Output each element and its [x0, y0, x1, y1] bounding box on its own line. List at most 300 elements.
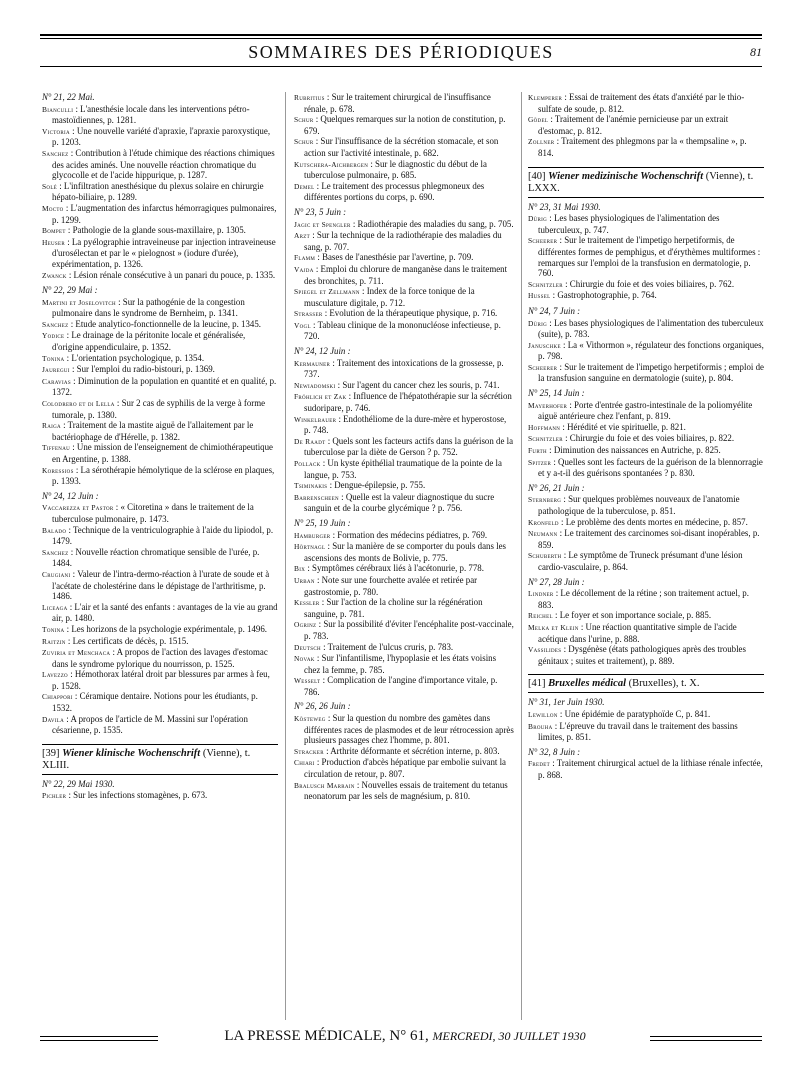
article-entry [528, 550, 764, 572]
article-title: : Sur l'agent du cancer chez les souris, p. 741. [337, 379, 500, 390]
article-author: Kessler [294, 598, 320, 608]
article-author: Schuberth [528, 551, 562, 561]
article-title: : L'infiltration anesthésique du plexus solaire en chirurgie hépato-biliaire, p. 1289. [52, 180, 264, 203]
article-author: Vogl [294, 320, 311, 330]
article-entry [528, 644, 764, 666]
article-author: Vajda [294, 264, 314, 274]
article-title: : Diminution de la population en quantité et en qualité, p. 1372. [52, 375, 277, 398]
article-title: : Quels sont les facteurs actifs dans la guérison de la tuberculose par la diète de Gerson ? p. 752. [304, 435, 514, 458]
header-rule-bottom [40, 66, 762, 67]
article-entry [294, 675, 514, 697]
article-entry [294, 181, 514, 203]
footer-number: N° 61, [389, 1028, 429, 1044]
article-title: : Une réaction quantitative simple de l'acide acétique dans l'urine, p. 888. [538, 621, 737, 644]
article-title: : Quelques remarques sur la notion de constitution, p. 679. [304, 114, 506, 136]
article-entry [294, 458, 514, 480]
article-author: Mocto [42, 203, 64, 213]
article-author: Scheerer [528, 236, 558, 246]
article-title: : A propos de l'article de M. Massini sur l'opération césarienne, p. 1535. [52, 713, 248, 736]
issue-date-heading: N° 25, 14 Juin : [528, 388, 585, 399]
article-title: : L'anesthésie locale dans les interventions pétro-mastoïdiennes, p. 1281. [52, 103, 250, 126]
article-entry [42, 420, 278, 442]
article-entry [294, 92, 514, 114]
article-title: : Index de la force tonique de la musculature digitale, p. 712. [304, 286, 475, 308]
article-entry [528, 92, 764, 114]
footer-text [162, 1028, 648, 1045]
article-entry [294, 391, 514, 413]
article-author: Solé [42, 181, 58, 191]
journal-number: [39] [42, 747, 60, 759]
article-entry [42, 126, 278, 148]
issue-date-heading: N° 27, 28 Juin : [528, 576, 585, 587]
article-title: : Traitement des phlegmons par la « thempsaline », p. 814. [538, 136, 747, 158]
issue-date-heading: N° 26, 21 Juin : [528, 482, 585, 493]
article-entry [294, 597, 514, 619]
article-author: Sanchez [42, 319, 69, 329]
article-entry [294, 653, 514, 675]
article-title: : Sur la manière de se comporter du pouls dans les ascensions des monts de Bolivie, p. 775. [304, 541, 506, 563]
article-title: : « Citoretina » dans le traitement de la tuberculose pulmonaire, p. 1473. [52, 502, 254, 524]
article-title: : Les bases physiologiques de l'alimentation des tuberculeux (suite), p. 783. [538, 317, 764, 340]
article-author: Bianculli [42, 104, 74, 114]
page-number: 81 [750, 45, 762, 59]
article-title: : Radiothérapie des maladies du sang, p. 705. [352, 218, 514, 229]
article-title: : L'épreuve du travail dans le traitement des bassins limites, p. 851. [538, 720, 738, 743]
article-title: : Sur le traitement de l'impetigo herpetiformis ; emploi de la transfusion sanguine en dermatologie (suite), p. 804. [538, 361, 764, 384]
page-header [40, 34, 762, 64]
journal-title [528, 171, 764, 195]
article-entry [528, 721, 764, 743]
article-author: Yodice [42, 331, 65, 341]
journal-number: [41] [528, 678, 546, 690]
article-title: : Complication de l'angine d'importance vitale, p. 786. [304, 675, 498, 697]
article-title: : Les bases physiologiques de l'alimentation des tuberculeux, p. 747. [538, 213, 720, 235]
article-author: Jagic et Spengler [294, 219, 351, 229]
article-title: : Technique de la ventriculographie à l'aide du lipiodol, p. 1479. [52, 524, 274, 547]
journal-name: Wiener klinische Wochenschrift [62, 747, 201, 759]
issue-date-heading: N° 23, 5 Juin : [294, 206, 347, 217]
article-title: : Lésion rénale consécutive à un panari du pouce, p. 1335. [68, 269, 276, 280]
article-entry [528, 457, 764, 479]
article-author: Zollner [528, 137, 555, 147]
article-entry [528, 528, 764, 550]
article-title: : Porte d'entrée gastro-intestinale de la poliomyélite aiguë antérieure chez l'enfant, p. 819. [538, 399, 753, 422]
article-entry [294, 230, 514, 252]
article-author: Lindner [528, 589, 554, 599]
article-author: Vassilides [528, 645, 562, 655]
article-entry [294, 619, 514, 641]
article-title: : Sur le traitement chirurgical de l'insuffisance rénale, p. 678. [304, 92, 491, 114]
header-rule-inner [40, 38, 762, 39]
article-author: Jauregui [42, 365, 70, 375]
article-author: Rubritius [294, 93, 325, 102]
article-author: Furth [528, 446, 547, 456]
article-entry [528, 400, 764, 422]
article-entry [528, 318, 764, 340]
article-title: : Valeur de l'intra-dermo-réaction à l'urate de soude et à l'acétate de cholestérine dans le dépistage de l'arthritisme, p. 1486. [52, 568, 270, 602]
article-title: : Formation des médecins pédiatres, p. 769. [332, 529, 488, 540]
article-author: Januschke [528, 340, 561, 350]
article-author: Koressios [42, 465, 74, 475]
article-title: : Traitement de l'ulcus cruris, p. 783. [323, 641, 454, 652]
article-author: Chiappori [42, 692, 73, 702]
article-author: Crugiani [42, 569, 71, 579]
article-title: : Traitement de l'anémie pernicieuse par un extrait d'estomac, p. 812. [538, 114, 729, 136]
article-author: De Raadt [294, 436, 326, 446]
journal-heading [42, 744, 278, 775]
journal-title [42, 748, 278, 772]
article-entry [294, 286, 514, 308]
article-title: : Sur l'action de la choline sur la régénération sanguine, p. 781. [304, 597, 483, 619]
article-entry [294, 252, 514, 264]
issue-date-heading: N° 21, 22 Mai. [42, 92, 95, 102]
article-title: : Diminution des naissances en Autriche, p. 825. [549, 445, 721, 456]
page-footer [40, 1028, 762, 1054]
article-author: Schur [294, 115, 314, 125]
article-author: Colodrero et di Lella [42, 399, 115, 409]
article-title: : Evolution de la thérapeutique physique, p. 716. [324, 308, 498, 319]
article-entry [294, 757, 514, 779]
article-author: Barrenscheen [294, 492, 339, 502]
article-title: : Une épidémie de paratyphoïde C, p. 841. [559, 708, 711, 719]
article-author: Flamm [294, 253, 316, 263]
article-entry [528, 290, 764, 302]
article-author: Wesselt [294, 676, 321, 686]
article-entry [528, 517, 764, 529]
article-author: Ogrinz [294, 620, 317, 630]
article-title: : Traitement de la mastite aiguë de l'allaitement par le bactériophage de d'Hérelle, p. 1382. [52, 420, 254, 442]
article-title: : Chirurgie du foie et des voies biliaires, p. 822. [565, 433, 735, 444]
article-title: : Tableau clinique de la mononucléose infectieuse, p. 720. [304, 319, 501, 342]
article-entry [528, 279, 764, 291]
article-entry [294, 541, 514, 563]
article-author: Spitzer [528, 457, 552, 467]
article-entry [42, 691, 278, 713]
article-entry [294, 380, 514, 392]
article-author: Dürig [528, 318, 548, 328]
article-title: : Sur la possibilité d'éviter l'encéphalite post-vaccinale, p. 783. [304, 619, 514, 641]
article-title: : Dengue-épilepsie, p. 755. [329, 480, 426, 491]
article-title: : Le problème des dents mortes en médecine, p. 857. [561, 516, 748, 527]
article-author: Balado [42, 525, 67, 535]
article-author: Melka et Klein [528, 622, 579, 632]
article-entry [42, 376, 278, 398]
article-entry [42, 714, 278, 736]
issue-date-heading: N° 24, 12 Juin : [42, 490, 99, 501]
article-author: Vaccarezza et Pastor [42, 503, 114, 513]
issue-date-heading: N° 24, 7 Juin : [528, 305, 581, 316]
article-entry [42, 364, 278, 376]
article-author: Klemperer [528, 93, 563, 102]
journal-name: Wiener medizinische Wochenschrift [548, 170, 704, 182]
article-entry [528, 340, 764, 362]
article-author: Lewillon [528, 709, 558, 719]
article-entry [528, 362, 764, 384]
article-title: : Une mission de l'enseignement de chimiothérapeutique en Argentine, p. 1388. [52, 442, 273, 464]
article-entry [294, 264, 514, 286]
article-entry [42, 624, 278, 636]
article-title: : Gastrophotographie, p. 764. [552, 290, 657, 301]
article-entry [528, 622, 764, 644]
article-entry [42, 602, 278, 624]
article-author: Gödel [528, 115, 549, 125]
journal-place: (Vienne), t. XLIII. [42, 747, 251, 771]
article-entry [42, 647, 278, 669]
article-entry [42, 319, 278, 331]
article-entry [294, 320, 514, 342]
article-entry [42, 669, 278, 691]
article-entry [42, 465, 278, 487]
article-entry [42, 353, 278, 365]
article-entry [528, 433, 764, 445]
article-title: : Arthrite déformante et sécrétion interne, p. 803. [326, 745, 500, 756]
journal-title [528, 678, 764, 690]
article-author: Neumann [528, 529, 558, 539]
article-title: : Traitement chirurgical actuel de la lithiase rénale infectée, p. 868. [538, 758, 763, 780]
article-author: Hörtnagl [294, 542, 326, 552]
column-divider [285, 92, 286, 1020]
article-author: Tonina [42, 353, 65, 363]
article-title: : Sur 2 cas de syphilis de la verge à forme tumorale, p. 1380. [52, 398, 266, 420]
article-entry [294, 436, 514, 458]
article-title: : Le symptôme de Truneck présumant d'une lésion cardio-vasculaire, p. 864. [538, 550, 743, 572]
article-author: Tonina [42, 624, 65, 634]
article-entry [528, 235, 764, 278]
article-title: : Le foyer et son importance sociale, p. 885. [555, 610, 712, 621]
article-title: : Note sur une fourchette avalée et retirée par gastrostomie, p. 780. [304, 574, 478, 597]
article-title: : Sur quelques problèmes nouveaux de l'anatomie pathologique de la tuberculose, p. 851. [538, 494, 740, 516]
article-entry [528, 422, 764, 434]
article-title: : Une nouvelle variété d'apraxie, l'apraxie paroxystique, p. 1203. [52, 125, 271, 148]
article-author: Newiadomski [294, 380, 336, 390]
article-author: Stracker [294, 746, 324, 756]
article-author: Bompet [42, 226, 66, 236]
article-author: Kronfeld [528, 517, 559, 527]
article-entry [42, 569, 278, 602]
article-author: Liceaga [42, 602, 68, 612]
article-title: : Les horizons de la psychologie expérimentale, p. 1496. [66, 623, 268, 634]
footer-rule-left [40, 1036, 158, 1041]
article-title: : Contribution à l'étude chimique des réactions chimiques des acides aminés. Une nouvelle réaction chromatique du glycocolle et de l'acide hippurique, p. 1287. [52, 147, 275, 181]
article-title: : A propos de l'action des lavages d'estomac dans le syndrome pylorique du nourrisson, p. 1525. [52, 647, 268, 669]
article-author: Martini et Joselovitch [42, 297, 116, 307]
article-entry [528, 709, 764, 721]
article-title: : La « Vithormon », régulateur des fonctions organiques, p. 798. [538, 339, 764, 362]
article-author: Sanchez [42, 547, 69, 557]
article-title: : Quelle est la valeur diagnostique du sucre sanguin et de la courbe glycémique ? p. 756. [304, 491, 495, 514]
article-title: : Symptômes cérébraux liés à l'acétonurie, p. 778. [307, 563, 484, 574]
article-title: : Nouvelles essais de traitement du tetanus neonatorum par les sels de magnésium, p. 810. [304, 779, 508, 802]
article-author: Davila [42, 714, 65, 724]
article-author: Bralusch Marrain [294, 780, 355, 790]
article-title: : Essai de traitement des états d'anxiété par le thio-sulfate de soude, p. 812. [538, 92, 745, 114]
article-author: Mayerhofer [528, 400, 568, 410]
article-entry [294, 308, 514, 320]
article-title: : L'air et la santé des enfants : avantages de la vie au grand air, p. 1480. [52, 601, 278, 624]
article-author: Kutschera-Aichbergen [294, 159, 369, 169]
article-author: Fredet [528, 759, 551, 769]
article-entry [528, 114, 764, 136]
article-title: : Traitement des intoxications de la grossesse, p. 737. [304, 357, 504, 380]
article-title: : Sur la question du nombre des gamètes dans différentes races de plasmodes et de leur rétrocession après plusieurs passages chez l'homme, p. 801. [304, 713, 514, 746]
article-entry [294, 480, 514, 492]
article-entry [294, 219, 514, 231]
article-title: : Les certificats de décès, p. 1515. [67, 635, 189, 646]
article-author: Deutsch [294, 642, 321, 652]
article-entry [294, 136, 514, 158]
article-author: Pichler [42, 791, 67, 801]
footer-date: MERCREDI, 30 JUILLET 1930 [432, 1029, 586, 1043]
article-author: Arzt [294, 231, 310, 241]
article-author: Schur [294, 137, 314, 147]
article-entry [42, 502, 278, 524]
article-author: Demel [294, 181, 315, 191]
column-1 [42, 92, 278, 802]
article-title: : La sérothérapie hémolytique de la sclérose en plaques, p. 1393. [52, 464, 275, 487]
article-entry [42, 398, 278, 420]
journal-place: (Vienne), t. LXXX. [528, 170, 754, 194]
article-entry [528, 445, 764, 457]
article-entry [294, 159, 514, 181]
article-title: : Sur le diagnostic du début de la tuberculose pulmonaire, p. 685. [304, 158, 487, 181]
article-entry [42, 636, 278, 648]
article-title: : Sur l'insuffisance de la sécrétion stomacale, et son action sur l'activité intestinale, p. 682. [304, 136, 499, 158]
article-author: Winkelbauer [294, 414, 337, 424]
article-author: Novak [294, 654, 315, 664]
column-3 [528, 92, 764, 780]
article-author: Kermauner [294, 358, 331, 368]
article-title: : Sur les infections stomagènes, p. 673. [68, 790, 208, 801]
article-entry [528, 588, 764, 610]
article-title: : Influence de l'hépatothérapie sur la sécrétion sudoripare, p. 746. [304, 391, 512, 414]
article-entry [294, 492, 514, 514]
article-title: : Hémothorax latéral droit par blessures par armes à feu, p. 1528. [52, 669, 270, 691]
article-entry [294, 414, 514, 436]
article-title: : Sur le traitement de l'impetigo herpetiformis, de différentes formes de pemphigus, et d'érythèmes multiformes : remarques sur l'emploi de la transfusion en dermatologie, p. 760. [538, 235, 761, 279]
article-author: Urban [294, 575, 315, 585]
article-title: : Céramique dentaire. Notions pour les étudiants, p. 1532. [52, 691, 258, 714]
journal-name: Bruxelles médical [548, 678, 626, 690]
issue-date-heading: N° 22, 29 Mai 1930. [42, 778, 115, 789]
article-title: : Sur l'infantilisme, l'hypoplasie et les états voisins chez la femme, p. 785. [304, 653, 497, 675]
article-author: Heuser [42, 237, 65, 247]
article-entry [294, 575, 514, 597]
article-title: : Production d'abcès hépatique par embolie suivant la circulation de retour, p. 807. [304, 757, 506, 780]
article-author: Dürig [528, 214, 548, 224]
article-entry [528, 494, 764, 516]
article-title: : Le traitement des carcinomes soi-disant inopérables, p. 859. [538, 528, 760, 550]
footer-rule-right [650, 1036, 762, 1041]
article-author: Hoffmann [528, 422, 561, 432]
article-author: Caravias [42, 376, 71, 386]
article-title: : La pyélographie intraveineuse par injection intraveineuse d'urosélectan et par le « pielognost » (iodure d'urée), expérimentation, p. 1326. [52, 236, 276, 269]
issue-date-heading: N° 24, 12 Juin : [294, 346, 351, 357]
article-author: Scheerer [528, 362, 558, 372]
article-author: Lavezzo [42, 670, 68, 680]
article-author: Raiga [42, 421, 61, 431]
article-title: : Etude analytico-fonctionnelle de la leucine, p. 1345. [70, 318, 261, 329]
article-author: Reichel [528, 611, 553, 621]
article-author: Chiari [294, 758, 315, 768]
article-title: : Un kyste épithélial traumatique de la pointe de la langue, p. 753. [304, 458, 502, 480]
article-entry [294, 530, 514, 542]
article-title: : Le traitement des processus phlegmoneux des différentes portions du corps, p. 690. [304, 180, 485, 203]
article-author: Fröhlich et Zak [294, 392, 347, 402]
journal-number: [40] [528, 170, 546, 182]
issue-date-heading: N° 26, 26 Juin : [294, 701, 351, 712]
footer-journal: LA PRESSE MÉDICALE, [224, 1028, 386, 1044]
column-divider [521, 92, 522, 1020]
article-entry [42, 790, 278, 802]
article-author: Raitzin [42, 636, 66, 646]
article-author: Schnitzler [528, 434, 563, 444]
article-author: Zuviria et Menchaca [42, 648, 111, 658]
article-entry [42, 270, 278, 282]
issue-date-heading: N° 23, 31 Mai 1930. [528, 201, 601, 212]
article-title: : Bases de l'anesthésie par l'avertine, p. 709. [317, 252, 474, 263]
article-entry [42, 297, 278, 319]
article-entry [42, 442, 278, 464]
article-entry [42, 525, 278, 547]
article-entry [294, 358, 514, 380]
issue-date-heading: N° 25, 19 Juin : [294, 517, 351, 528]
article-author: Spiegel et Zellmann [294, 287, 360, 297]
article-author: Sternberg [528, 495, 562, 505]
article-author: Victoria [42, 126, 70, 136]
article-entry [528, 136, 764, 158]
article-entry [294, 114, 514, 136]
journal-place: (Bruxelles), t. X. [628, 678, 700, 690]
article-author: Hussel [528, 291, 551, 301]
article-entry [528, 213, 764, 235]
article-author: Pollack [294, 459, 321, 468]
article-author: Tiffenau [42, 443, 71, 453]
article-entry [42, 225, 278, 237]
article-author: Strasser [294, 309, 323, 319]
article-entry [42, 237, 278, 270]
article-entry [42, 181, 278, 203]
article-entry [42, 104, 278, 126]
article-title: : Sur la technique de la radiothérapie des maladies du sang, p. 707. [304, 230, 502, 252]
issue-date-heading: N° 22, 29 Mai : [42, 285, 98, 296]
article-entry [294, 780, 514, 802]
article-entry [294, 746, 514, 758]
article-author: Hamburger [294, 530, 331, 540]
article-author: Kösteweg [294, 714, 326, 724]
article-title: : Nouvelle réaction chromatique sensible de l'urée, p. 1484. [52, 546, 260, 569]
article-title: : Pathologie de la glande sous-maxillaire, p. 1305. [67, 225, 246, 236]
article-entry [294, 642, 514, 654]
article-title: : Quelles sont les facteurs de la guérison de la blennorragie et y a-t-il des guérisons spontanées ? p. 830. [538, 456, 763, 479]
journal-heading [528, 167, 764, 198]
article-title: : Sur l'emploi du radio-bistouri, p. 1369. [72, 364, 215, 375]
article-entry [42, 148, 278, 181]
article-title: : Dysgénèse (états pathologiques après des troubles génitaux ; suites et traitement), p. 889. [538, 644, 746, 666]
article-title: : Emploi du chlorure de manganèse dans le traitement des bronchites, p. 711. [304, 263, 508, 286]
article-entry [42, 203, 278, 225]
article-title: : L'orientation psychologique, p. 1354. [66, 352, 205, 363]
article-entry [294, 713, 514, 746]
page-title: SOMMAIRES DES PÉRIODIQUES [248, 42, 554, 62]
article-title: : Sur la pathogénie de la congestion pulmonaire dans le syndrome de Bernheim, p. 1341. [52, 296, 245, 319]
column-2 [294, 92, 514, 802]
article-title: : Chirurgie du foie et des voies biliaires, p. 762. [565, 278, 735, 289]
article-entry [42, 547, 278, 569]
article-author: Brouha [528, 721, 553, 731]
issue-date-heading: N° 32, 8 Juin : [528, 746, 581, 757]
article-entry [42, 330, 278, 352]
article-entry [528, 758, 764, 780]
